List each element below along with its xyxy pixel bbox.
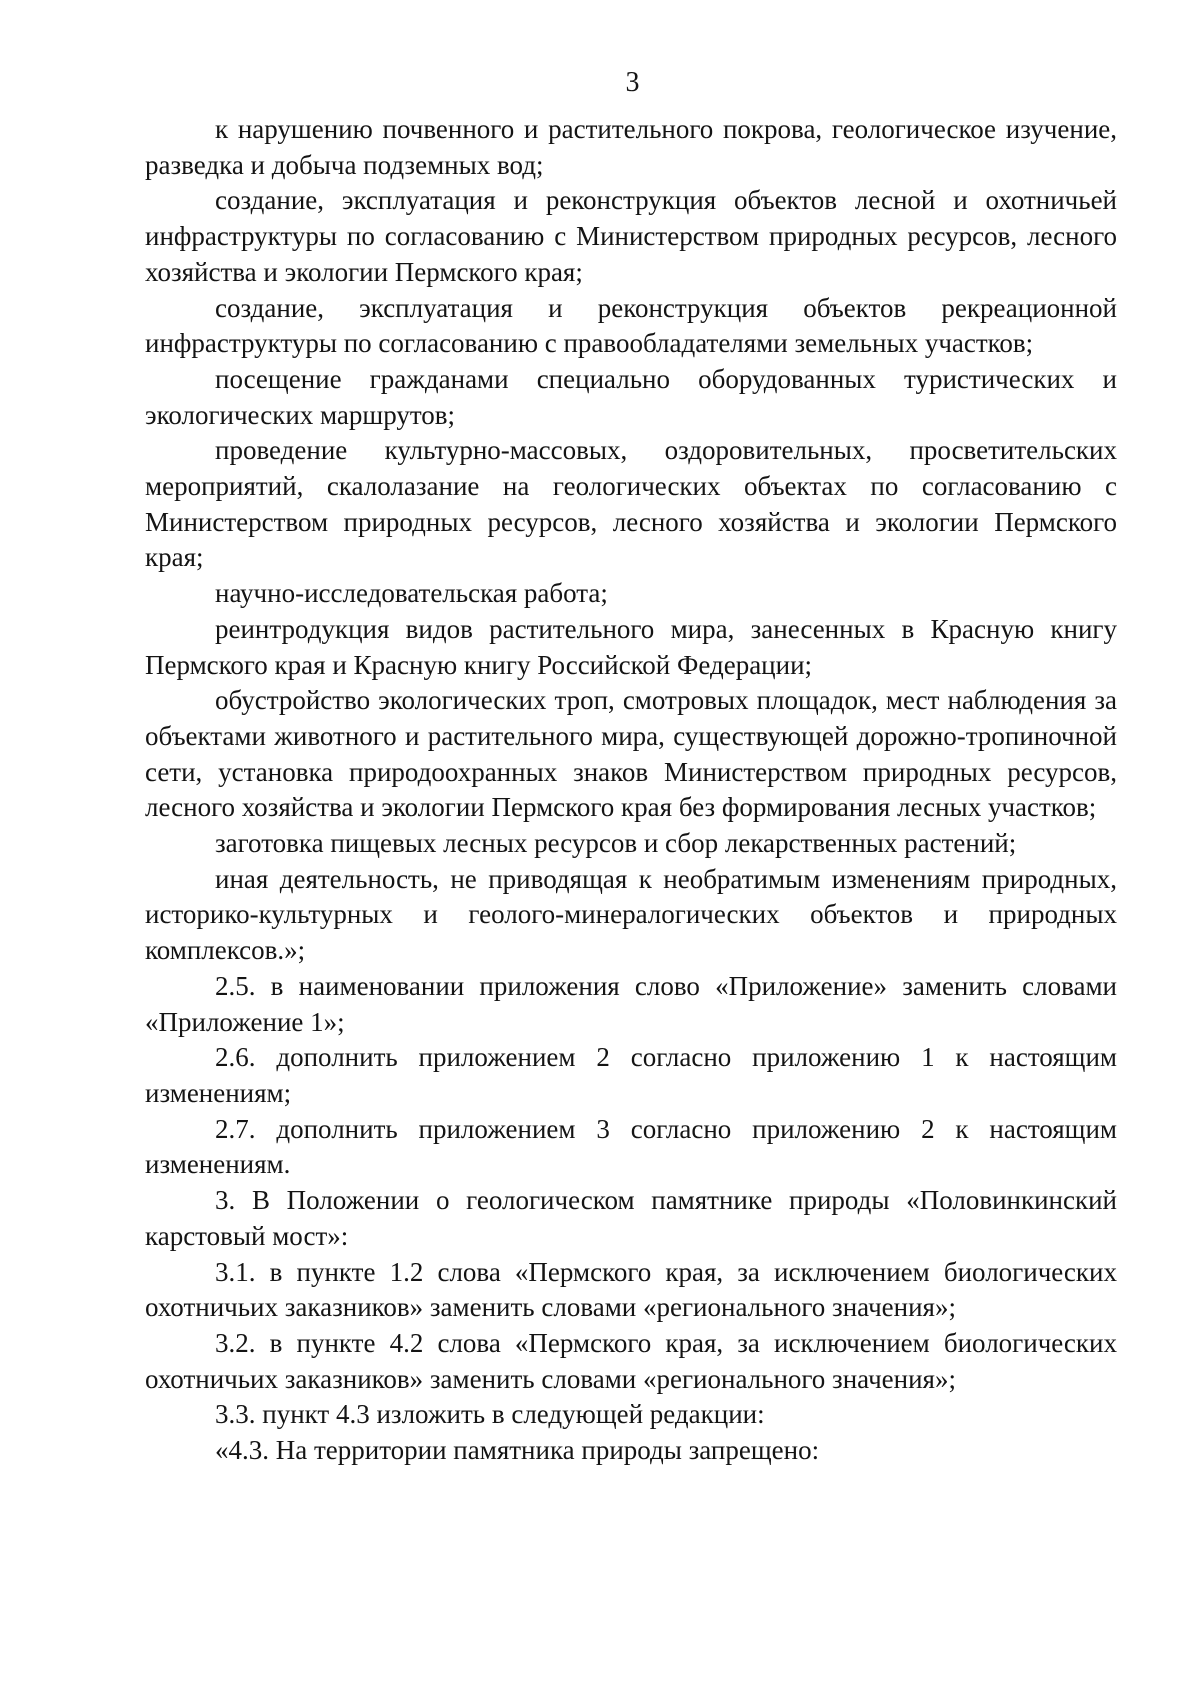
paragraph-item-3: 3. В Положении о геологическом памятнике природы «Половинкинский карстовый мост»: — [145, 1185, 1117, 1251]
paragraph-continuation: к нарушению почвенного и растительного покрова, геологическое изучение, разведка и добыча подземных вод; — [145, 114, 1117, 180]
paragraph-item-2-5: 2.5. в наименовании приложения слово «Приложение» заменить словами «Приложение 1»; — [145, 970, 1117, 1037]
paragraph-item-3-2: 3.2. в пункте 4.2 слова «Пермского края, за исключением биологических охотничьих заказников» заменить словами «регионального значения»; — [145, 1327, 1117, 1394]
paragraph-cultural-events: проведение культурно-массовых, оздоровительных, просветительских мероприятий, скалолазание на геологических объектах по согласованию с Министерством природных ресурсов, лесного хозяйства и экологии Пермского края; — [145, 435, 1117, 573]
paragraph-research-work: научно-исследовательская работа; — [215, 578, 608, 609]
paragraph-item-4-3: «4.3. На территории памятника природы запрещено: — [215, 1435, 820, 1466]
page-number: 3 — [625, 67, 640, 98]
paragraph-item-3-1: 3.1. в пункте 1.2 слова «Пермского края, за исключением биологических охотничьих заказников» заменить словами «регионального значения»; — [145, 1256, 1117, 1323]
paragraph-item-2-7: 2.7. дополнить приложением 3 согласно приложению 2 к настоящим изменениям. — [145, 1113, 1117, 1180]
paragraph-forest-hunting-infrastructure: создание, эксплуатация и реконструкция объектов лесной и охотничьей инфраструктуры по согласованию с Министерством природных ресурсов, лесного хозяйства и экологии Пермского края; — [145, 185, 1117, 287]
paragraph-item-2-6: 2.6. дополнить приложением 2 согласно приложению 1 к настоящим изменениям; — [145, 1042, 1117, 1108]
document-body — [145, 112, 1117, 1469]
paragraph-tourist-routes: посещение гражданами специально оборудованных туристических и экологических маршрутов; — [145, 363, 1117, 430]
paragraph-reintroduction: реинтродукция видов растительного мира, занесенных в Красную книгу Пермского края и Красную книгу Российской Федерации; — [145, 613, 1117, 680]
paragraph-food-resources: заготовка пищевых лесных ресурсов и сбор лекарственных растений; — [215, 828, 1017, 859]
paragraph-item-3-3: 3.3. пункт 4.3 изложить в следующей редакции: — [215, 1399, 765, 1430]
paragraph-ecological-trails: обустройство экологических троп, смотровых площадок, мест наблюдения за объектами животного и растительного мира, существующей дорожно-тропиночной сети, установка природоохранных знаков Министерством природных ресурсов, лесного хозяйства и экологии Пермского края без формирования лесных участков; — [145, 685, 1117, 823]
paragraph-recreational-infrastructure: создание, эксплуатация и реконструкция объектов рекреационной инфраструктуры по согласованию с правообладателями земельных участков; — [145, 292, 1117, 359]
paragraph-other-activity: иная деятельность, не приводящая к необратимым изменениям природных, историко-культурных и геолого-минералогических объектов и природных комплексов.»; — [145, 863, 1117, 966]
